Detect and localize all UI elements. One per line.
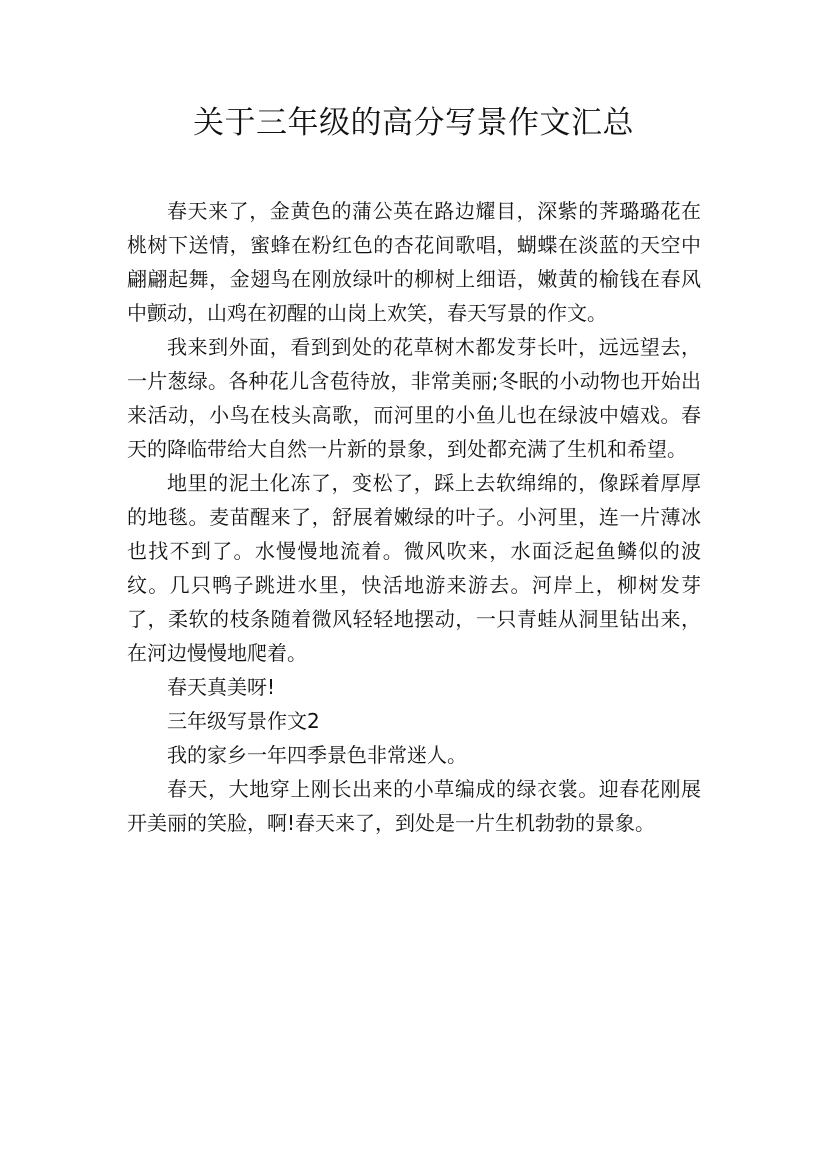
document-body [127, 194, 701, 840]
paragraph: 春天，大地穿上刚长出来的小草编成的绿衣裳。迎春花刚展开美丽的笑脸，啊!春天来了，到处是一片生机勃勃的景象。 [127, 777, 701, 835]
paragraph: 春天来了，金黄色的蒲公英在路边耀目，深紫的荠璐璐花在桃树下送情，蜜蜂在粉红色的杏花间歌唱，蝴蝶在淡蓝的天空中翩翩起舞，金翅鸟在刚放绿叶的柳树上细语，嫩黄的榆钱在春风中颤动，山鸡在初醒的山岗上欢笑，春天写景的作文。 [127, 199, 701, 325]
paragraph: 春天真美呀! [167, 675, 276, 699]
document-title: 关于三年级的高分写景作文汇总 [193, 105, 634, 141]
paragraph: 我来到外面，看到到处的花草树木都发芽长叶，远远望去，一片葱绿。各种花儿含苞待放，非常美丽;冬眠的小动物也开始出来活动，小鸟在枝头高歌，而河里的小鱼儿也在绿波中嬉戏。春天的降临带给大自然一片新的景象，到处都充满了生机和希望。 [127, 335, 701, 461]
paragraph: 地里的泥土化冻了，变松了，踩上去软绵绵的，像踩着厚厚的地毯。麦苗醒来了，舒展着嫩绿的叶子。小河里，连一片薄冰也找不到了。水慢慢地流着。微风吹来，水面泛起鱼鳞似的波纹。几只鸭子跳进水里，快活地游来游去。河岸上，柳树发芽了，柔软的枝条随着微风轻轻地摆动，一只青蛙从洞里钻出来，在河边慢慢地爬着。 [127, 471, 701, 665]
section-heading: 三年级写景作文2 [167, 709, 320, 733]
paragraph: 我的家乡一年四季景色非常迷人。 [167, 743, 467, 767]
